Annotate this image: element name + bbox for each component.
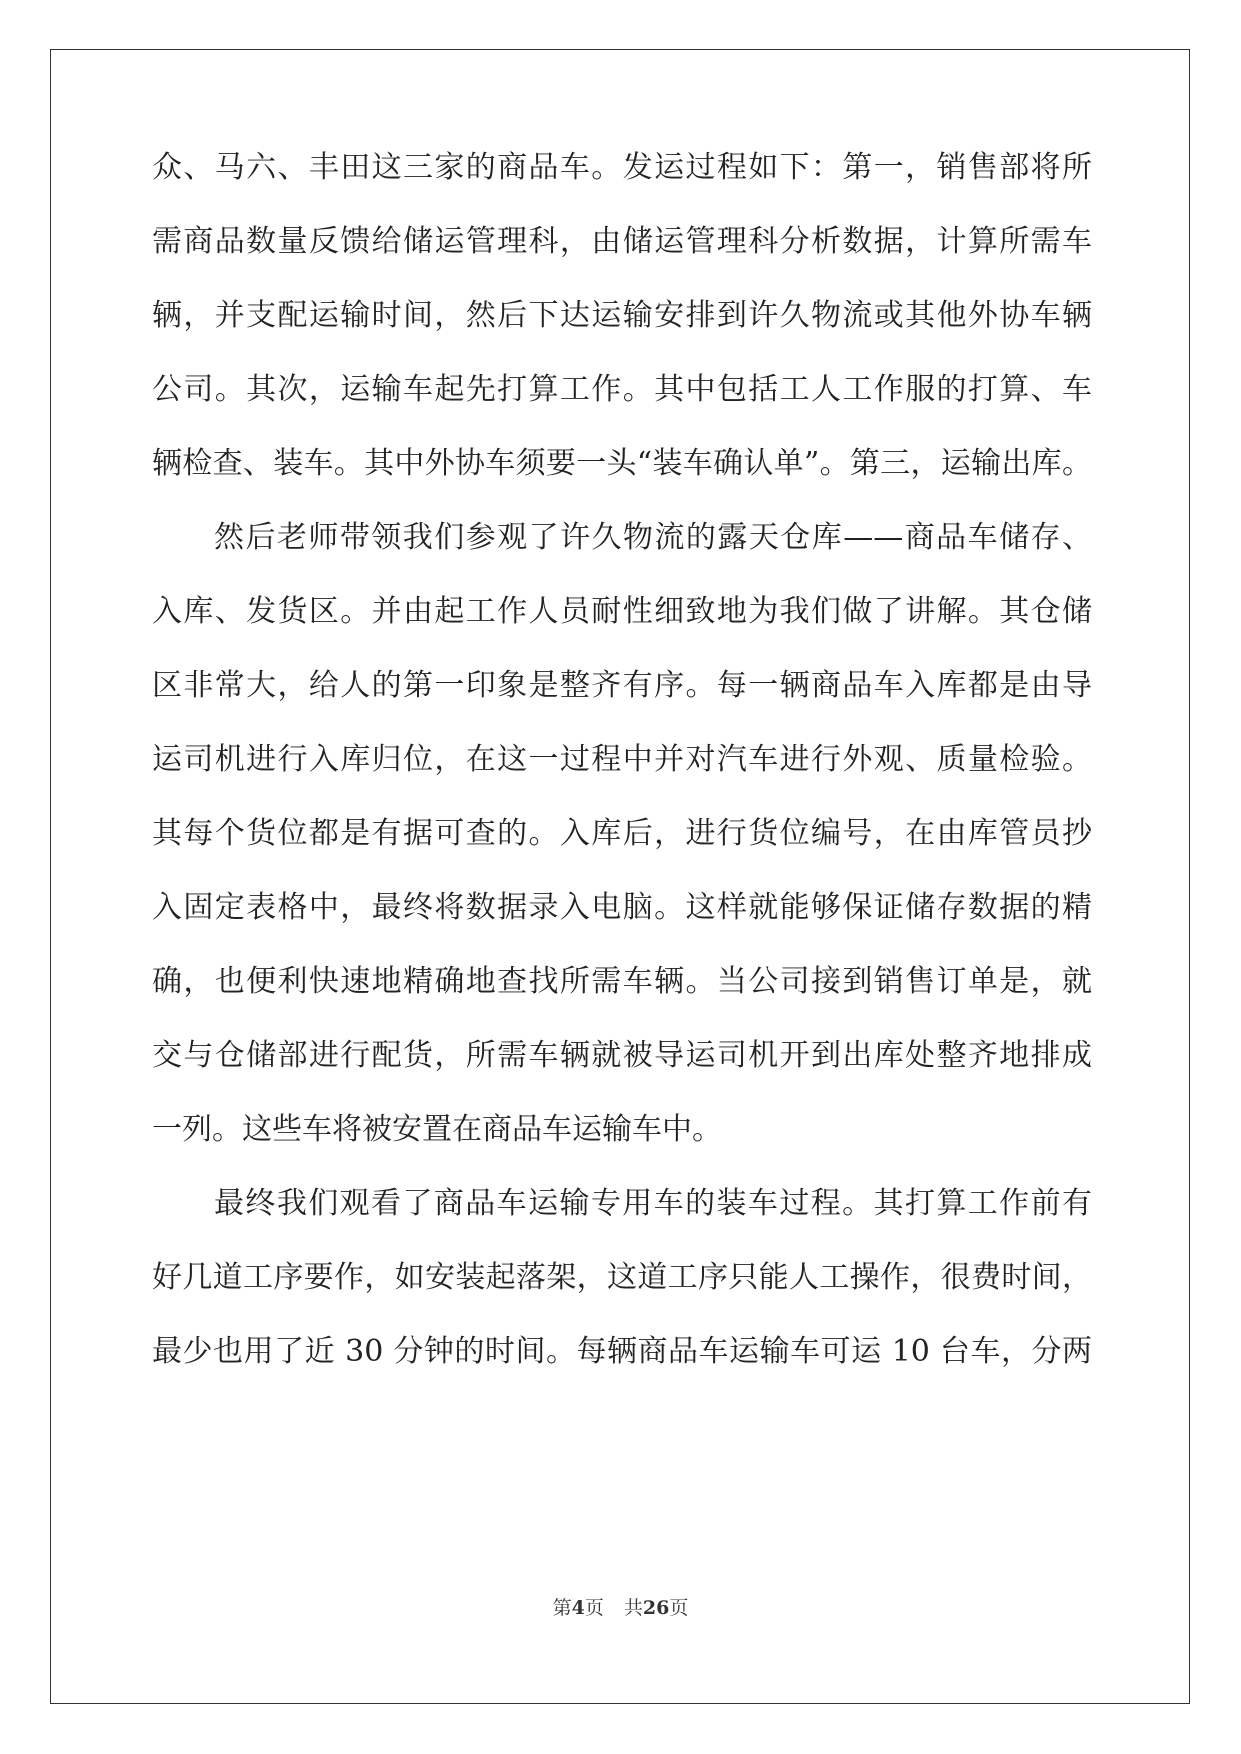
page-current: 4 (571, 1597, 585, 1619)
text-line: 一列。这些车将被安置在商品车运输车中。 (152, 1112, 722, 1147)
total-pages: 26 (642, 1597, 670, 1619)
text-line: 确，也便利快速地精确地查找所需车辆。当公司接到销售订单是，就 (152, 964, 1092, 999)
text-line: 交与仓储部进行配货，所需车辆就被导运司机开到出库处整齐地排成 (152, 1038, 1092, 1073)
text-line: 入固定表格中，最终将数据录入电脑。这样就能够保证储存数据的精 (152, 890, 1092, 925)
text-line: 入库、发货区。并由起工作人员耐性细致地为我们做了讲解。其仓储 (152, 594, 1092, 629)
text-line: 运司机进行入库归位，在这一过程中并对汽车进行外观、质量检验。 (152, 742, 1092, 777)
text-line: 辆，并支配运输时间，然后下达运输安排到许久物流或其他外协车辆 (152, 298, 1092, 333)
total-prefix: 共 (623, 1597, 643, 1619)
text-line: 最少也用了近 30 分钟的时间。每辆商品车运输车可运 10 台车，分两 (152, 1334, 1092, 1369)
text-line: 众、马六、丰田这三家的商品车。发运过程如下：第一，销售部将所 (152, 150, 1092, 185)
text-line: 然后老师带领我们参观了许久物流的露天仓库——商品车储存、 (214, 520, 1092, 555)
total-suffix: 页 (669, 1597, 689, 1619)
text-line: 辆检查、装车。其中外协车须要一头“装车确认单”。第三，运输出库。 (152, 446, 1092, 481)
text-line: 公司。其次，运输车起先打算工作。其中包括工人工作服的打算、车 (152, 372, 1092, 407)
page-footer (0, 1596, 1241, 1620)
text-line: 好几道工序要作，如安装起落架，这道工序只能人工操作，很费时间， (152, 1260, 1092, 1295)
page-suffix: 页 (584, 1597, 604, 1619)
text-line: 需商品数量反馈给储运管理科，由储运管理科分析数据，计算所需车 (152, 224, 1092, 259)
text-line: 区非常大，给人的第一印象是整齐有序。每一辆商品车入库都是由导 (152, 668, 1092, 703)
page-prefix: 第 (552, 1597, 572, 1619)
text-line: 其每个货位都是有据可查的。入库后，进行货位编号，在由库管员抄 (152, 816, 1092, 851)
text-line: 最终我们观看了商品车运输专用车的装车过程。其打算工作前有 (214, 1186, 1092, 1221)
